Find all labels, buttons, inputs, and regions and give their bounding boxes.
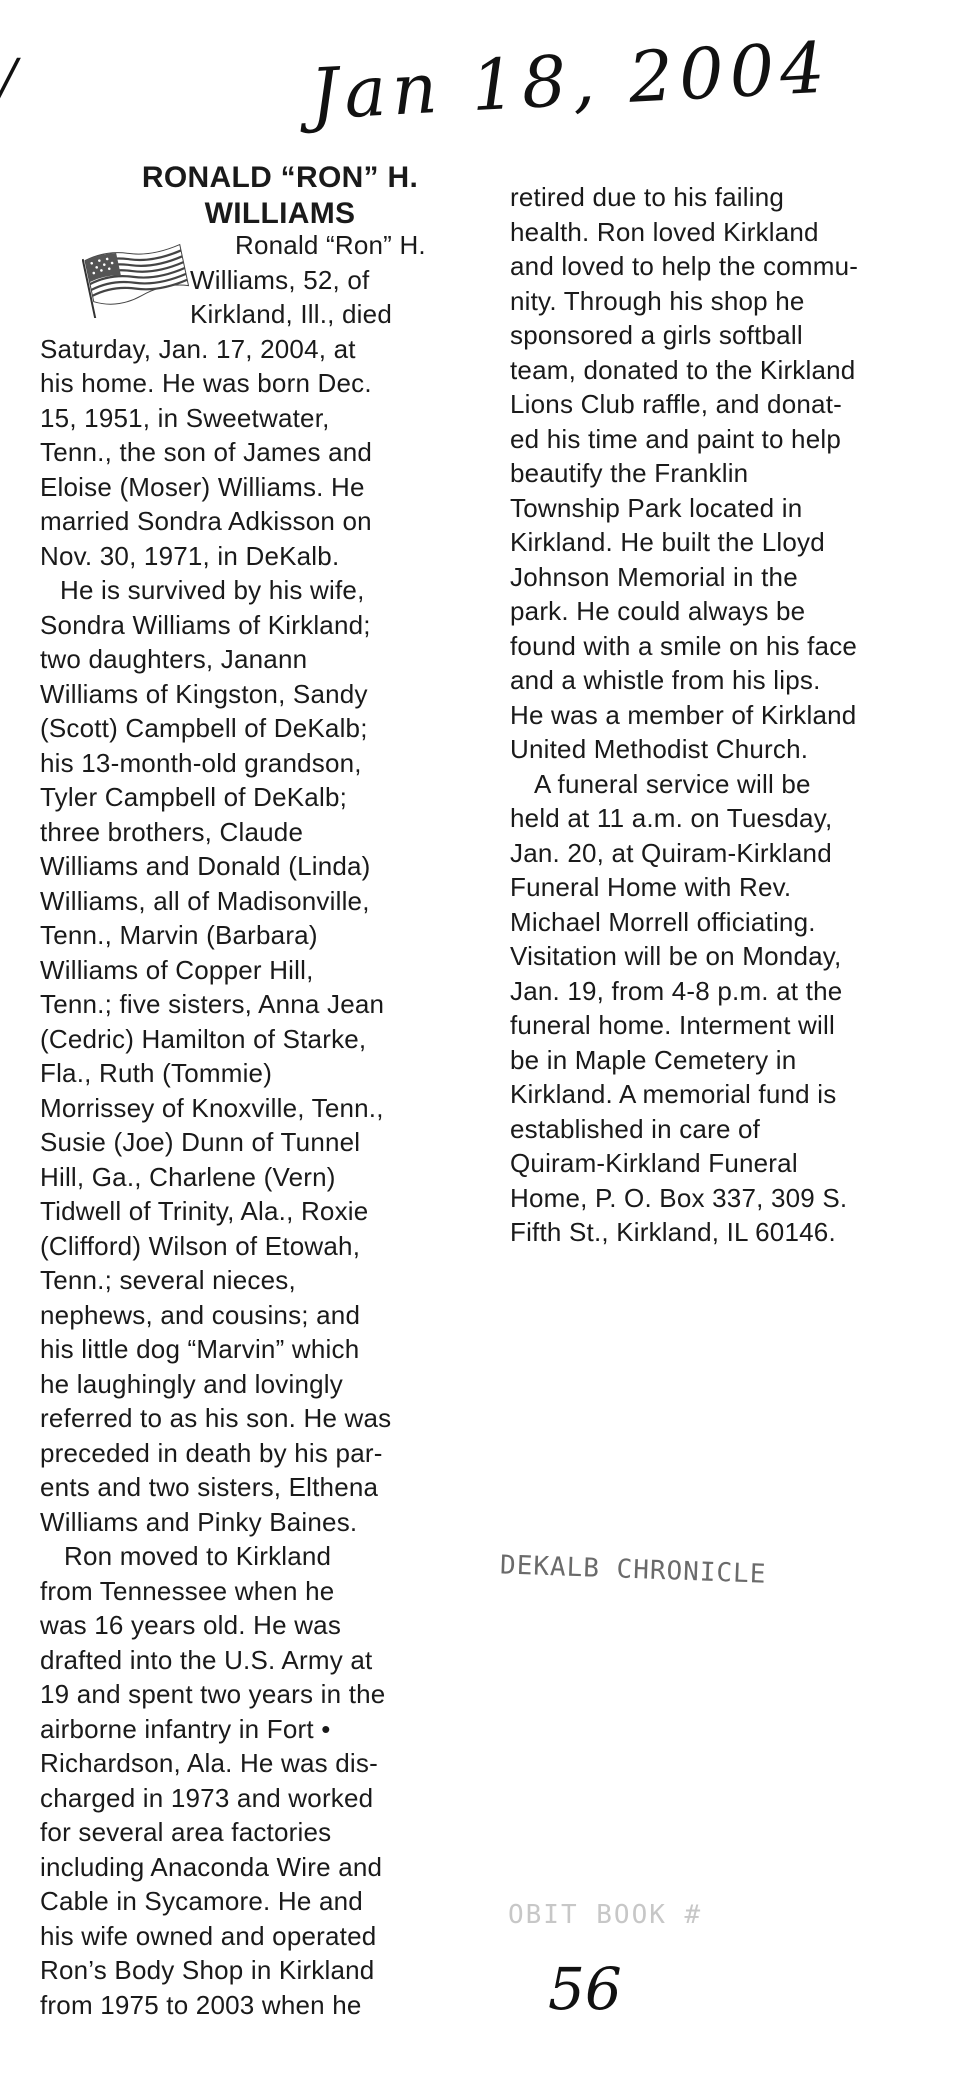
text-line: health. Ron loved Kirkland — [510, 216, 819, 247]
text-line: and a whistle from his lips. — [510, 665, 821, 695]
text-line: Williams of Kingston, Sandy — [40, 678, 368, 709]
text-line: from 1975 to 2003 when he — [40, 1989, 362, 2020]
text-line: nity. Through his shop he — [510, 285, 805, 316]
text-line: Hill, Ga., Charlene (Vern) — [40, 1161, 336, 1192]
text-line: he laughingly and lovingly — [40, 1368, 343, 1399]
text-line: Kirkland. He built the Lloyd — [510, 527, 825, 557]
text-line: including Anaconda Wire and — [40, 1851, 383, 1882]
text-line: United Methodist Church. — [510, 734, 809, 764]
text-line: Tenn.; several nieces, — [40, 1265, 296, 1295]
text-line: be in Maple Cemetery in — [510, 1044, 797, 1075]
text-line: He is survived by his wife, — [60, 575, 365, 605]
obit-book-stamp: OBIT BOOK # — [508, 1900, 703, 1930]
text-line: Tenn.; five sisters, Anna Jean — [40, 989, 385, 1019]
text-line: his home. He was born Dec. — [40, 368, 372, 398]
handwritten-date: Jan 18, 2004 — [308, 26, 833, 136]
text-line: 15, 1951, in Sweetwater, — [40, 402, 330, 433]
text-line: charged in 1973 and worked — [40, 1782, 374, 1813]
text-line: preceded in death by his par- — [40, 1437, 383, 1468]
text-line: Ron’s Body Shop in Kirkland — [40, 1955, 375, 1985]
text-line: Tidwell of Trinity, Ala., Roxie — [40, 1196, 369, 1226]
text-line: He was a member of Kirkland — [510, 699, 857, 730]
text-line: Visitation will be on Monday, — [510, 941, 842, 971]
obituary-headline — [125, 160, 435, 232]
text-line: Williams and Pinky Baines. — [40, 1506, 358, 1537]
newspaper-source-stamp: DEKALB CHRONICLE — [499, 1550, 767, 1590]
text-line: his wife owned and operated — [40, 1920, 377, 1951]
text-line: Fifth St., Kirkland, IL 60146. — [510, 1217, 836, 1247]
text-line: Richardson, Ala. He was dis- — [40, 1748, 378, 1778]
text-line: for several area factories — [40, 1817, 332, 1847]
text-line: and loved to help the commu- — [510, 251, 859, 281]
obituary-column-left — [40, 228, 450, 2022]
text-line: Home, P. O. Box 337, 309 S. — [510, 1182, 848, 1213]
text-line: Morrissey of Knoxville, Tenn., — [40, 1092, 384, 1123]
text-line: his little dog “Marvin” which — [40, 1334, 360, 1364]
text-line: from Tennessee when he — [40, 1575, 335, 1606]
text-line: Michael Morrell officiating. — [510, 906, 816, 937]
text-line: Lions Club raffle, and donat- — [510, 389, 842, 419]
handwritten-page-number: 56 — [548, 1955, 622, 2023]
text-line: sponsored a girls softball — [510, 320, 803, 350]
text-line: Eloise (Moser) Williams. He — [40, 471, 365, 502]
text-line: drafted into the U.S. Army at — [40, 1644, 373, 1675]
text-line: found with a smile on his face — [510, 630, 858, 661]
text-line: Williams and Donald (Linda) — [40, 851, 371, 881]
text-line: Fla., Ruth (Tommie) — [40, 1058, 273, 1088]
text-line: nephews, and cousins; and — [40, 1299, 361, 1330]
text-line: Williams, all of Madisonville, — [40, 885, 370, 916]
text-line: beautify the Franklin — [510, 458, 749, 488]
text-line: Johnson Memorial in the — [510, 561, 798, 592]
text-line: Jan. 20, at Quiram-Kirkland — [510, 837, 832, 868]
text-line: A funeral service will be — [534, 768, 811, 799]
obituary-column-right — [510, 180, 920, 1250]
handwritten-corner-mark: / — [0, 48, 17, 106]
text-line: Susie (Joe) Dunn of Tunnel — [40, 1127, 361, 1157]
text-line: was 16 years old. He was — [40, 1610, 342, 1640]
text-line: Ronald “Ron” H. — [235, 230, 426, 260]
text-line: Williams, 52, of — [190, 264, 370, 295]
text-line: Kirkland, Ill., died — [190, 299, 392, 329]
text-line: Tyler Campbell of DeKalb; — [40, 782, 348, 812]
headline-line-1: RONALD “RON” H. — [141, 161, 419, 194]
text-line: Cable in Sycamore. He and — [40, 1886, 363, 1916]
text-line: ents and two sisters, Elthena — [40, 1472, 379, 1502]
text-line: park. He could always be — [510, 596, 806, 626]
text-line: referred to as his son. He was — [40, 1403, 392, 1433]
text-line: funeral home. Interment will — [510, 1010, 835, 1040]
text-line: held at 11 a.m. on Tuesday, — [510, 803, 833, 833]
text-line: two daughters, Janann — [40, 644, 308, 674]
text-line: Funeral Home with Rev. — [510, 872, 792, 902]
text-line: Sondra Williams of Kirkland; — [40, 609, 371, 640]
text-line: Quiram-Kirkland Funeral — [510, 1148, 798, 1178]
text-line: Ron moved to Kirkland — [64, 1541, 332, 1571]
text-line: retired due to his failing — [510, 182, 785, 212]
text-line: Kirkland. A memorial fund is — [510, 1079, 837, 1109]
text-line: team, donated to the Kirkland — [510, 354, 856, 385]
text-line: Williams of Copper Hill, — [40, 954, 314, 985]
text-line: airborne infantry in Fort • — [40, 1713, 331, 1744]
text-line: established in care of — [510, 1113, 761, 1144]
text-line: Tenn., the son of James and — [40, 437, 373, 467]
text-line: Saturday, Jan. 17, 2004, at — [40, 333, 356, 364]
text-line: ed his time and paint to help — [510, 423, 842, 454]
text-line: 19 and spent two years in the — [40, 1679, 386, 1709]
text-line: Nov. 30, 1971, in DeKalb. — [40, 540, 340, 571]
text-line: his 13-month-old grandson, — [40, 747, 362, 778]
text-line: Jan. 19, from 4-8 p.m. at the — [510, 975, 843, 1006]
text-line: (Cedric) Hamilton of Starke, — [40, 1023, 367, 1054]
text-line: (Clifford) Wilson of Etowah, — [40, 1230, 361, 1261]
text-line: Township Park located in — [510, 492, 803, 523]
text-line: three brothers, Claude — [40, 816, 304, 847]
text-line: married Sondra Adkisson on — [40, 506, 372, 536]
text-line: Tenn., Marvin (Barbara) — [40, 920, 318, 950]
text-line: (Scott) Campbell of DeKalb; — [40, 713, 368, 743]
headline-line-2: WILLIAMS — [204, 197, 356, 230]
